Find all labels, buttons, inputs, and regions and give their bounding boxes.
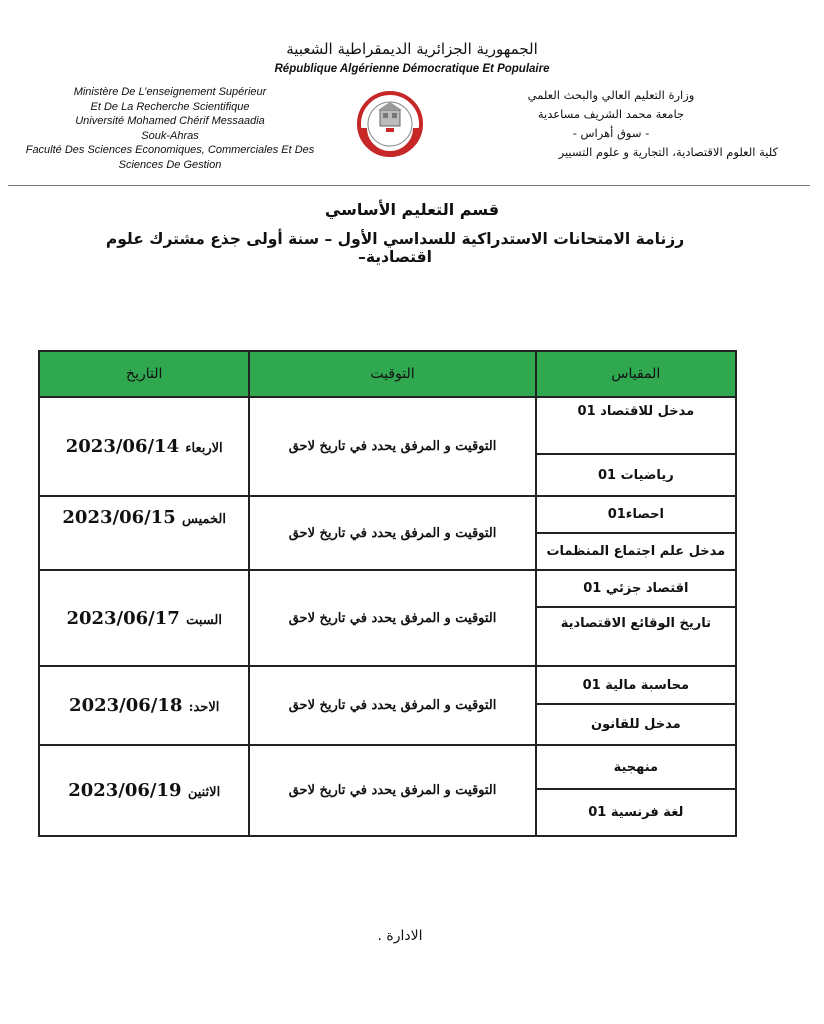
- university-line: Université Mohamed Chérif Messaadia: [75, 115, 265, 128]
- module-cell: لغة فرنسية 01: [536, 789, 736, 836]
- faculty-line: Faculté Des Sciences Economiques, Commerciales Et Des Sciences De Gestion: [25, 144, 315, 171]
- day-name: السبت: [186, 612, 222, 628]
- ministry-line-ar: وزارة التعليم العالي والبحث العلمي: [527, 88, 695, 102]
- table-row: [39, 570, 736, 607]
- module-cell: مدخل علم اجتماع المنظمات: [536, 533, 736, 570]
- administration-signature: الادارة .: [377, 928, 423, 944]
- table-row: [39, 745, 736, 789]
- module-cell: محاسبة مالية 01: [536, 666, 736, 704]
- header-date: التاريخ: [39, 351, 249, 397]
- exam-date: 2023/06/15: [62, 507, 176, 528]
- ministry-line: Ministère De L’enseignement Supérieur: [73, 86, 267, 98]
- ministry-line: Et De La Recherche Scientifique: [90, 100, 250, 113]
- republic-name-arabic: الجمهورية الجزائرية الديمقراطية الشعبية: [286, 40, 538, 58]
- module-cell: احصاء01: [536, 496, 736, 533]
- exam-date: 2023/06/19: [68, 780, 182, 801]
- university-line-ar: جامعة محمد الشريف مساعدية: [537, 107, 685, 121]
- republic-name-french: République Algérienne Démocratique Et Populaire: [274, 63, 550, 75]
- module-cell: اقتصاد جزئي 01: [536, 570, 736, 607]
- department-title: قسم التعليم الأساسي: [324, 200, 500, 219]
- header-time: التوقيت: [249, 351, 535, 397]
- time-cell: التوقيت و المرفق يحدد في تاريخ لاحق: [249, 666, 535, 745]
- table-row: [39, 397, 736, 454]
- header-module: المقياس: [536, 351, 736, 397]
- module-cell: رياضيات 01: [536, 454, 736, 496]
- exam-date: 2023/06/18: [69, 695, 183, 716]
- time-cell: التوقيت و المرفق يحدد في تاريخ لاحق: [249, 570, 535, 666]
- document-title: رزنامة الامتحانات الاستدراكية للسداسي الأول – سنة أولى جذع مشترك علوم اقتصادية–: [105, 230, 685, 266]
- university-logo-icon: [356, 90, 424, 158]
- exam-date: 2023/06/17: [66, 607, 180, 629]
- date-cell: [39, 397, 249, 496]
- date-cell: [39, 666, 249, 745]
- time-cell: التوقيت و المرفق يحدد في تاريخ لاحق: [249, 496, 535, 570]
- table-header-row: [39, 351, 736, 397]
- header-divider: [8, 185, 810, 186]
- exam-schedule-table: [38, 350, 737, 837]
- city-line-ar: - سوق أهراس -: [572, 126, 650, 140]
- module-cell: مدخل للقانون: [536, 704, 736, 745]
- date-cell: [39, 745, 249, 836]
- city-line: Souk-Ahras: [141, 129, 199, 142]
- module-cell: منهجية: [536, 745, 736, 789]
- date-cell: [39, 570, 249, 666]
- day-name: الخميس: [182, 512, 226, 527]
- date-cell: [39, 496, 249, 570]
- ministry-block-arabic: [476, 86, 778, 162]
- module-cell: تاريخ الوقائع الاقتصادية: [536, 607, 736, 666]
- table-row: [39, 666, 736, 704]
- ministry-block-french: [10, 85, 330, 173]
- table-row: [39, 496, 736, 533]
- faculty-line-ar: كلية العلوم الاقتصادية، التجارية و علوم التسيير: [558, 145, 778, 159]
- exam-date: 2023/06/14: [65, 436, 180, 457]
- day-name: الاربعاء: [185, 441, 223, 456]
- module-cell: مدخل للاقتصاد 01: [536, 397, 736, 454]
- day-name: الاثنين: [187, 785, 221, 800]
- time-cell: التوقيت و المرفق يحدد في تاريخ لاحق: [249, 745, 535, 836]
- time-cell: التوقيت و المرفق يحدد في تاريخ لاحق: [249, 397, 535, 496]
- day-name: الاحد:: [188, 700, 220, 715]
